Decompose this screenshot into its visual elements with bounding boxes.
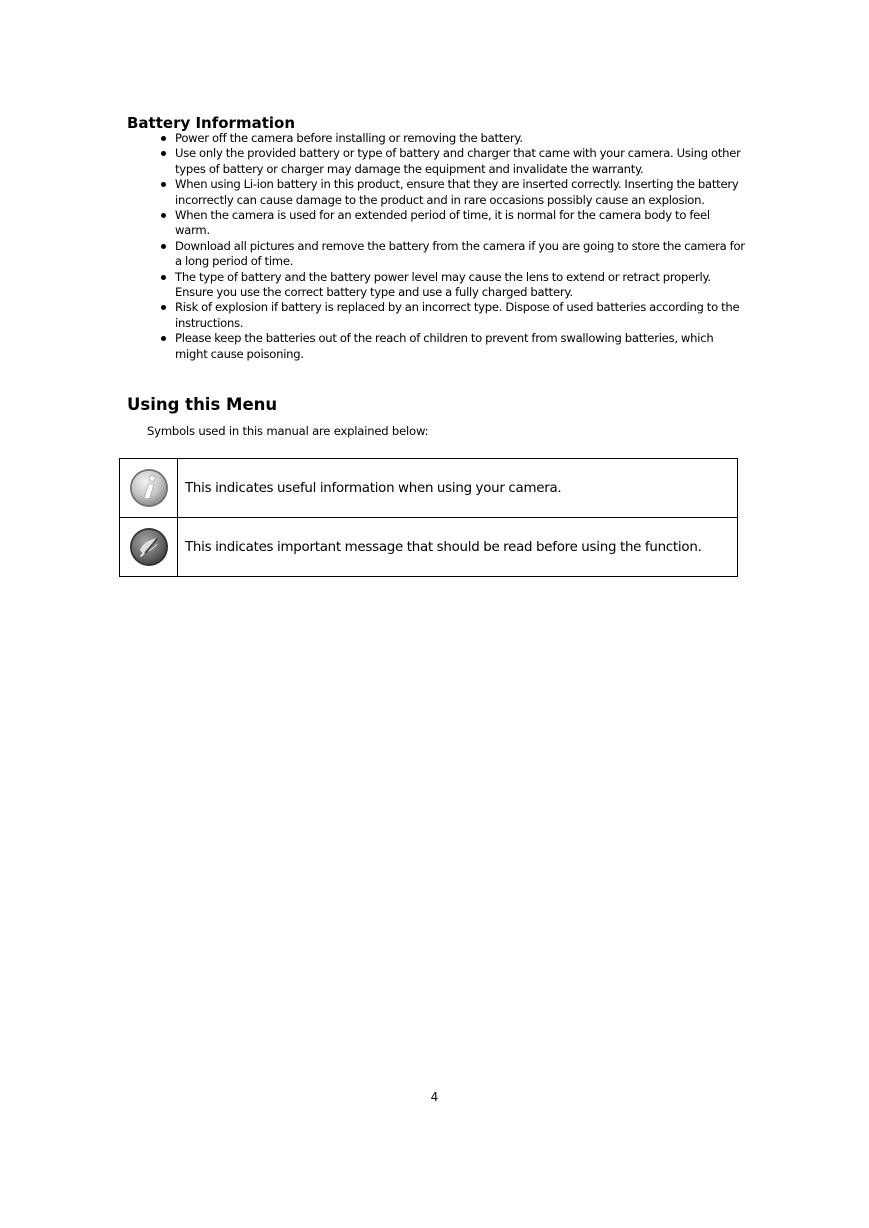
list-item xyxy=(175,239,745,270)
bullet-dot xyxy=(161,182,166,187)
symbol-description: This indicates useful information when using your camera. xyxy=(178,459,738,518)
symbols-table xyxy=(119,458,738,577)
bullet-text: Use only the provided battery or type of battery and charger that came with your camera. Using other types of battery or charger may damage the equipment and invalidate the warranty. xyxy=(175,146,741,176)
page-number: 4 xyxy=(430,1090,439,1104)
list-item xyxy=(175,270,745,301)
symbol-icon-cell xyxy=(120,459,178,518)
bullet-text: Risk of explosion if battery is replaced by an incorrect type. Dispose of used batteries according to the instructions. xyxy=(175,300,740,330)
bullet-dot xyxy=(161,305,166,310)
table-row xyxy=(120,459,738,518)
bullet-text: The type of battery and the battery power level may cause the lens to extend or retract properly. Ensure you use the correct battery type and use a fully charged battery. xyxy=(175,269,711,300)
battery-information-heading: Battery Information xyxy=(127,114,296,132)
symbols-intro-text: Symbols used in this manual are explained below: xyxy=(147,424,429,438)
list-item xyxy=(175,208,745,239)
info-icon xyxy=(129,468,169,508)
symbol-description: This indicates important message that should be read before using the function. xyxy=(178,518,738,577)
bullet-text: Power off the camera before installing or removing the battery. xyxy=(175,131,523,145)
list-item xyxy=(175,131,745,146)
list-item xyxy=(175,146,745,177)
bullet-text: Download all pictures and remove the battery from the camera if you are going to store the camera for a long period of time. xyxy=(175,238,745,269)
list-item xyxy=(175,177,745,208)
bullet-dot xyxy=(161,151,166,156)
bullet-dot xyxy=(161,213,166,218)
bullet-text: When the camera is used for an extended period of time, it is normal for the camera body to feel warm. xyxy=(175,208,710,238)
list-item xyxy=(175,300,745,331)
bullet-dot xyxy=(161,136,166,141)
using-this-menu-heading: Using this Menu xyxy=(127,395,278,414)
bullet-text: Please keep the batteries out of the reach of children to prevent from swallowing batteries, which might cause poisoning. xyxy=(175,331,714,361)
battery-bullet-list xyxy=(175,131,745,362)
bullet-dot xyxy=(161,275,166,280)
bullet-dot xyxy=(161,244,166,249)
bullet-text: When using Li-ion battery in this product, ensure that they are inserted correctly. Inserting the battery incorrectly can cause damage to the product and in rare occasions possibly cause an explosion. xyxy=(175,177,739,207)
symbol-icon-cell xyxy=(120,518,178,577)
table-row xyxy=(120,518,738,577)
bullet-dot xyxy=(161,336,166,341)
note-icon xyxy=(129,527,169,567)
list-item xyxy=(175,331,745,362)
